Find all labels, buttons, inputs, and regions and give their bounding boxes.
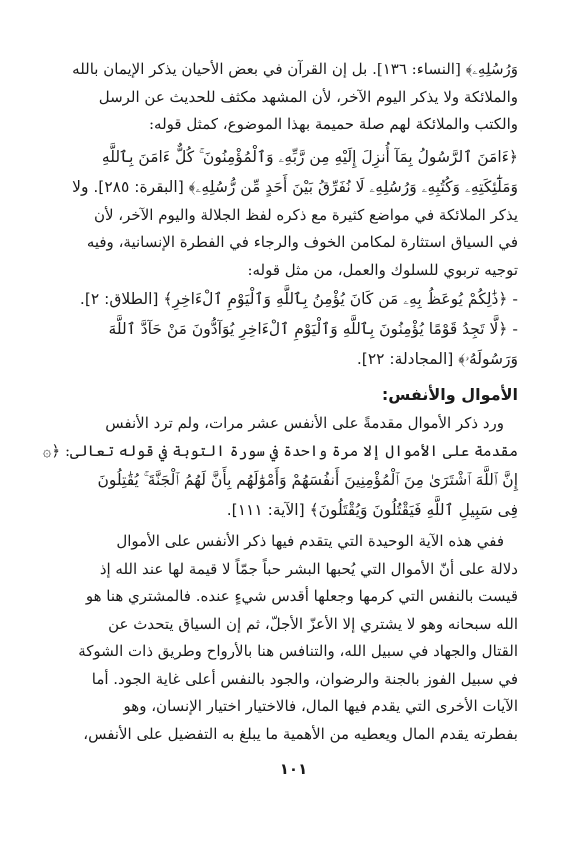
text-line-7: ورد ذكر الأموال مقدمةً على الأنفس عشر مرات، ولم ترد الأنفس bbox=[105, 414, 504, 432]
text-line-16: بفطرته يقدم المال ويعطيه من الأهمية ما يبلغ به التفضيل على الأنفس، bbox=[83, 724, 518, 743]
text-line-11: قيست بالنفس التي كرمها وجعلها أقدس شيءٍ عنده. فالمشتري هنا هو bbox=[85, 587, 518, 605]
text-line-10: دلالة على أنّ الأموال التي يُحبها البشر حباً جمّاً لا قيمة لها عند الله إذ bbox=[99, 559, 518, 578]
text-line-3: والكتب والملائكة لهم صلة حميمة بهذا الموضوع، كمثل قوله: bbox=[148, 115, 518, 133]
quran-verse-line-1: ﴿ءَامَنَ ٱلرَّسُولُ بِمَآ أُنزِلَ إِلَيْهِ مِن رَّبِّهِۦ وَٱلْمُؤْمِنُونَ ۚ كُلٌّ ءَامَنَ بِٱللَّهِ bbox=[101, 147, 518, 166]
quran-verse-bullet-2-cont: وَرَسُولَهُۥ﴾ [المجادلة: ٢٢]. bbox=[356, 350, 518, 368]
quran-verse-line-2: وَمَلَٰٓئِكَتِهِۦ وَكُتُبِهِۦ وَرُسُلِهِۦ لَا نُفَرِّقُ بَيْنَ أَحَدٍ مِّن رُّسُلِهِۦ﴾ [البقرة: ٢٨٥]. ولا bbox=[72, 177, 518, 196]
section-heading: الأموال والأنفس: bbox=[381, 385, 518, 404]
quran-verse-line-4: فِى سَبِيلِ ٱللَّهِ فَيَقْتُلُونَ وَيُقْتَلُونَ﴾ [الآية: ١١١]. bbox=[226, 501, 518, 519]
text-line-8: مقدمة على الأموال إلا مرة واحدة في سورة التوبة في قوله تعالى: ﴿۞ bbox=[42, 441, 518, 460]
text-line-9: ففي هذه الآية الوحيدة التي يتقدم فيها ذكر الأنفس على الأموال bbox=[116, 532, 504, 550]
text-line-14: في سبيل الفوز بالجنة والرضوان، والجود بالنفس أعلى غاية الجود. أما bbox=[91, 669, 518, 688]
text-line-6: توجيه تربوي للسلوك والعمل، من مثل قوله: bbox=[247, 260, 518, 279]
text-line-2: والملائكة ولا يذكر اليوم الآخر، لأن المشهد مكثف للحديث عن الرسل bbox=[98, 87, 518, 106]
quran-verse-bullet-1: - ﴿ذَٰلِكُمْ يُوعَظُ بِهِۦ مَن كَانَ يُؤْمِنُ بِٱللَّهِ وَٱلْيَوْمِ ٱلْءَاخِرِ﴾ [الطلاق: ٢]. bbox=[79, 290, 518, 308]
text-line-13: القتال والجهاد في سبيل الله، والتنافس هنا بالأرواح وطريق ذات الشوكة bbox=[78, 642, 518, 660]
page-number: ١٠١ bbox=[279, 760, 308, 778]
text-line-5: في السياق استثارة لمكامن الخوف والرجاء في الفطرة الإنسانية، وفيه bbox=[86, 233, 518, 251]
text-line-15: الآيات الأخرى التي يقدم فيها المال، فالاختيار اختيار الإنسان، وهو bbox=[123, 697, 518, 715]
text-line-4: يذكر الملائكة في مواضع كثيرة مع ذكره لفظ الجلالة واليوم الآخر، لأن bbox=[93, 205, 518, 224]
page-body bbox=[42, 56, 518, 748]
quran-verse-bullet-2: - ﴿لَّا تَجِدُ قَوْمًا يُؤْمِنُونَ بِٱللَّهِ وَٱلْيَوْمِ ٱلْءَاخِرِ يُوَآدُّونَ مَنْ حَآدَّ ٱللَّهَ bbox=[108, 320, 518, 338]
text-line-12: الله سبحانه وهو لا يشتري إلا الأعزّ الأجلّ، ثم إن السياق يتحدث عن bbox=[108, 614, 518, 633]
text-line-1: وَرُسُلِهِۦ﴾ [النساء: ١٣٦]. بل إن القرآن في بعض الأحيان يذكر الإيمان بالله bbox=[72, 60, 518, 78]
quran-verse-line-3: إِنَّ ٱللَّهَ ٱشْتَرَىٰ مِنَ ٱلْمُؤْمِنِينَ أَنفُسَهُمْ وَأَمْوَٰلَهُم بِأَنَّ لَهُمُ ٱلْجَنَّةَ ۚ يُقَٰتِلُونَ bbox=[97, 471, 518, 489]
